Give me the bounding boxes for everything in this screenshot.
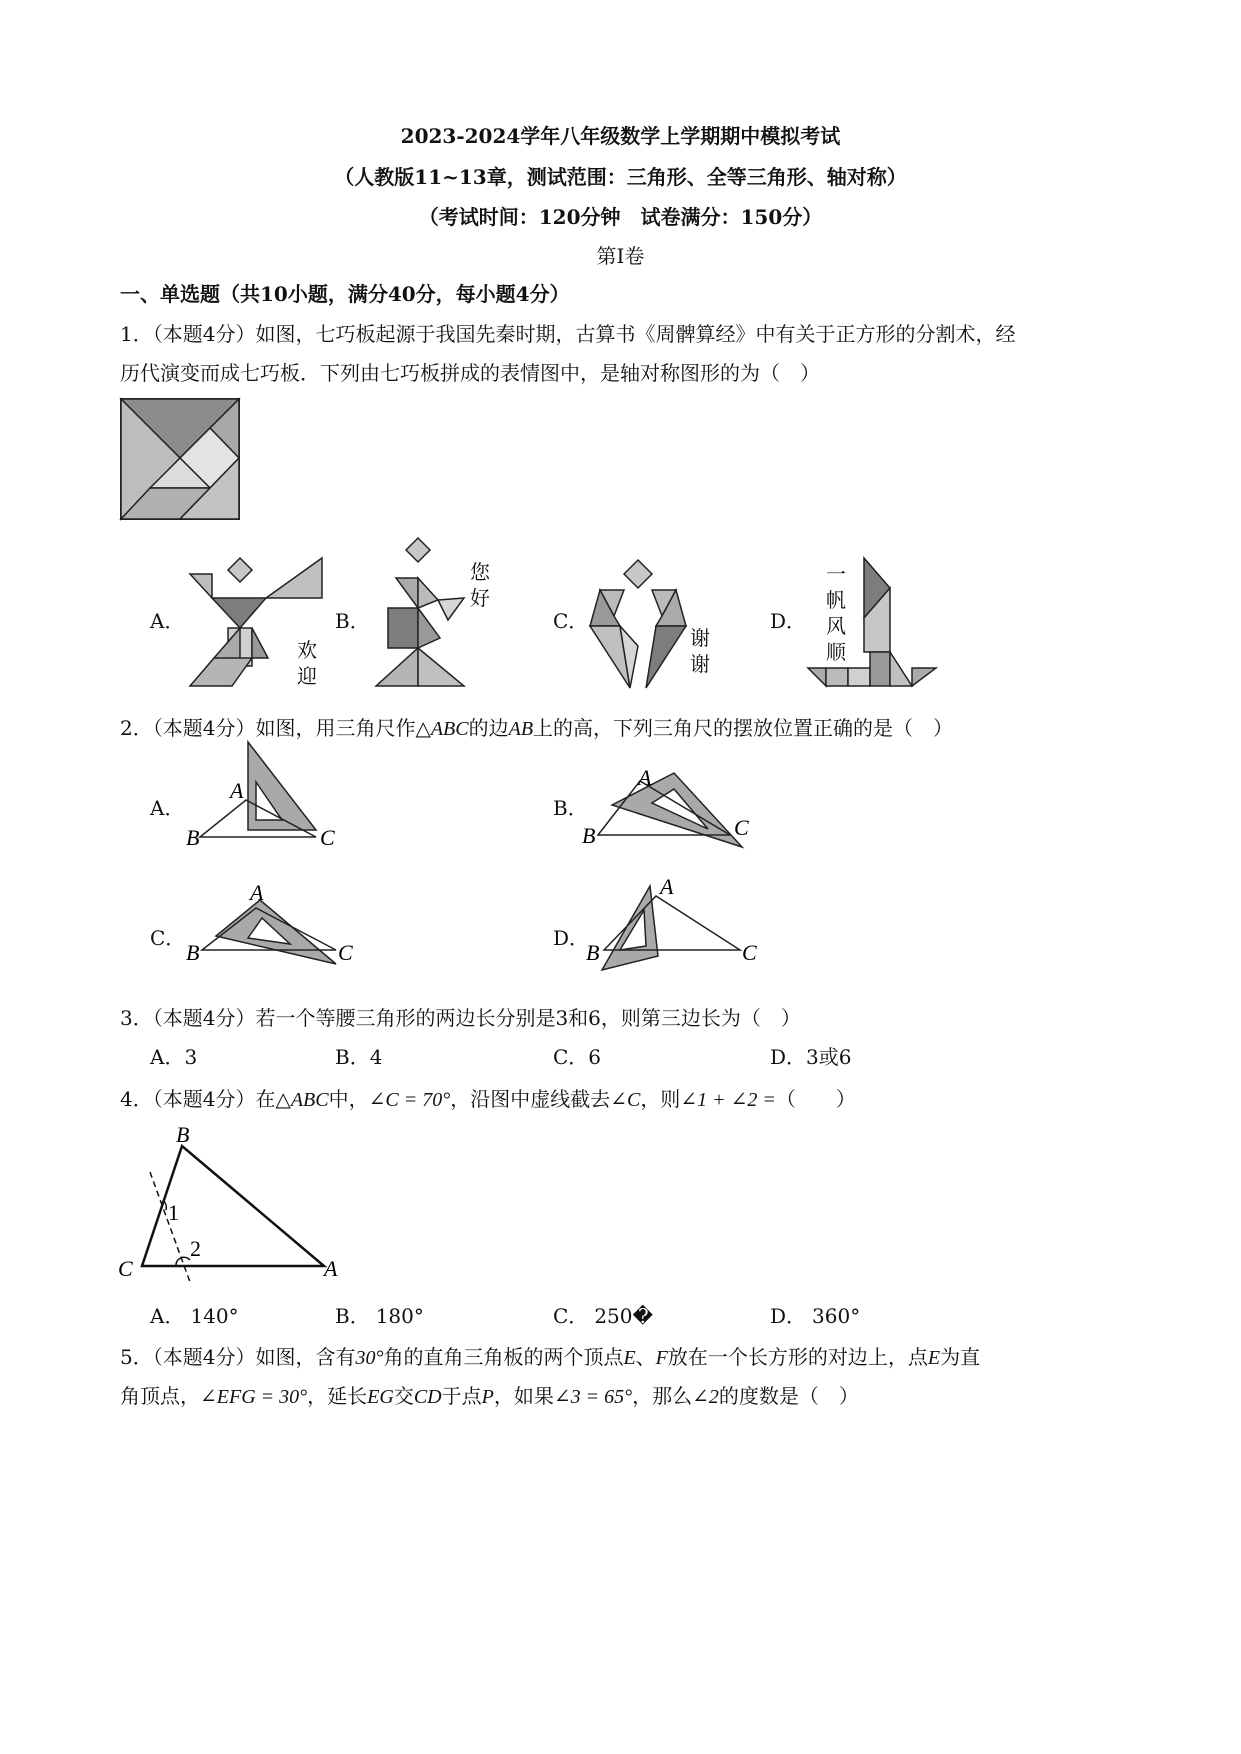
q5-line1: 5．（本题4分）如图，含有30°角的直角三角板的两个顶点E、F放在一个长方形的对边上，点E为直 <box>120 1345 981 1369</box>
q2-option-b[interactable]: B． <box>553 796 588 820</box>
q3-option-a[interactable]: A．3 <box>150 1045 198 1069</box>
q2b-label-b: B <box>582 823 596 848</box>
q2a-label-a: A <box>230 778 244 803</box>
caption-d-3: 风 <box>826 614 846 638</box>
q2d-label-b: B <box>586 940 600 965</box>
q4-option-a[interactable]: A． 140° <box>150 1304 239 1328</box>
q1-line1: 1．（本题4分）如图，七巧板起源于我国先秦时期，古算书《周髀算经》中有关于正方形的分割术，经 <box>120 322 1016 346</box>
q5-line2: 角顶点，∠EFG = 30°，延长EG交CD于点P，如果∠3 = 65°，那么∠2的度数是（ ） <box>120 1384 859 1408</box>
q2a-label-b: B <box>186 825 200 850</box>
caption-d-1: 一 <box>826 562 846 586</box>
q4-label-c: C <box>118 1256 133 1281</box>
q1-option-c[interactable]: C． <box>553 609 589 633</box>
q1-option-a[interactable]: A． <box>150 609 185 633</box>
q2c-label-c: C <box>338 940 353 965</box>
q2-figure-d <box>582 874 762 974</box>
caption-a-1: 欢 <box>297 638 317 662</box>
q2d-label-a: A <box>660 874 674 899</box>
q3-option-c[interactable]: C．6 <box>553 1045 602 1069</box>
q4-label-angle-2: 2 <box>190 1236 201 1261</box>
q4-text: 4．（本题4分）在△ABC中，∠C = 70°，沿图中虚线截去∠C，则∠1 + ∠2 =（ ） <box>120 1087 856 1111</box>
tangram-figure-d <box>808 558 938 688</box>
q3-text: 3．（本题4分）若一个等腰三角形的两边长分别是3和6，则第三边长为（ ） <box>120 1006 801 1030</box>
q3-option-b[interactable]: B．4 <box>335 1045 383 1069</box>
q2c-label-b: B <box>186 940 200 965</box>
q2a-label-c: C <box>320 825 335 850</box>
q2-option-d[interactable]: D． <box>553 926 590 950</box>
volume-label: 第Ⅰ卷 <box>596 244 645 268</box>
exam-scope: （人教版11~13章，测试范围：三角形、全等三角形、轴对称） <box>334 165 907 189</box>
q2b-label-c: C <box>734 815 749 840</box>
tangram-square-figure <box>120 398 240 520</box>
q2-figure-c <box>186 880 366 970</box>
caption-b-2: 好 <box>470 586 490 610</box>
caption-d-2: 帆 <box>826 588 846 612</box>
q2-figure-b <box>582 765 762 855</box>
caption-d-4: 顺 <box>826 640 846 664</box>
q2d-label-c: C <box>742 940 757 965</box>
q4-option-d[interactable]: D． 360° <box>770 1304 861 1328</box>
q2-figure-a <box>186 742 346 852</box>
q3-option-d[interactable]: D．3或6 <box>770 1045 852 1069</box>
exam-time: （考试时间：120分钟 试卷满分：150分） <box>418 205 823 229</box>
caption-c-1: 谢 <box>690 626 710 650</box>
exam-title: 2023-2024学年八年级数学上学期期中模拟考试 <box>400 124 841 148</box>
q2b-label-a: A <box>638 765 652 790</box>
section-heading: 一、单选题（共10小题，满分40分，每小题4分） <box>120 282 570 306</box>
caption-a-2: 迎 <box>297 664 317 688</box>
q4-triangle-figure <box>118 1124 358 1284</box>
q1-option-b[interactable]: B． <box>335 609 370 633</box>
q4-label-b: B <box>176 1122 190 1147</box>
q4-option-b[interactable]: B． 180° <box>335 1304 424 1328</box>
q4-label-a: A <box>324 1256 338 1281</box>
q1-line2: 历代演变而成七巧板．下列由七巧板拼成的表情图中，是轴对称图形的为（ ） <box>120 361 820 385</box>
q4-option-c[interactable]: C． 250� <box>553 1304 653 1328</box>
q4-label-angle-1: 1 <box>168 1200 179 1225</box>
tangram-figure-b <box>376 538 476 688</box>
q1-option-d[interactable]: D． <box>770 609 807 633</box>
caption-b-1: 您 <box>470 560 490 584</box>
tangram-figure-c <box>590 560 690 690</box>
q2-text: 2．（本题4分）如图，用三角尺作△ABC的边AB上的高，下列三角尺的摆放位置正确的是（ ） <box>120 716 954 740</box>
q2-option-a[interactable]: A． <box>150 796 185 820</box>
q2-option-c[interactable]: C． <box>150 926 186 950</box>
caption-c-2: 谢 <box>690 652 710 676</box>
q2c-label-a: A <box>250 880 264 905</box>
